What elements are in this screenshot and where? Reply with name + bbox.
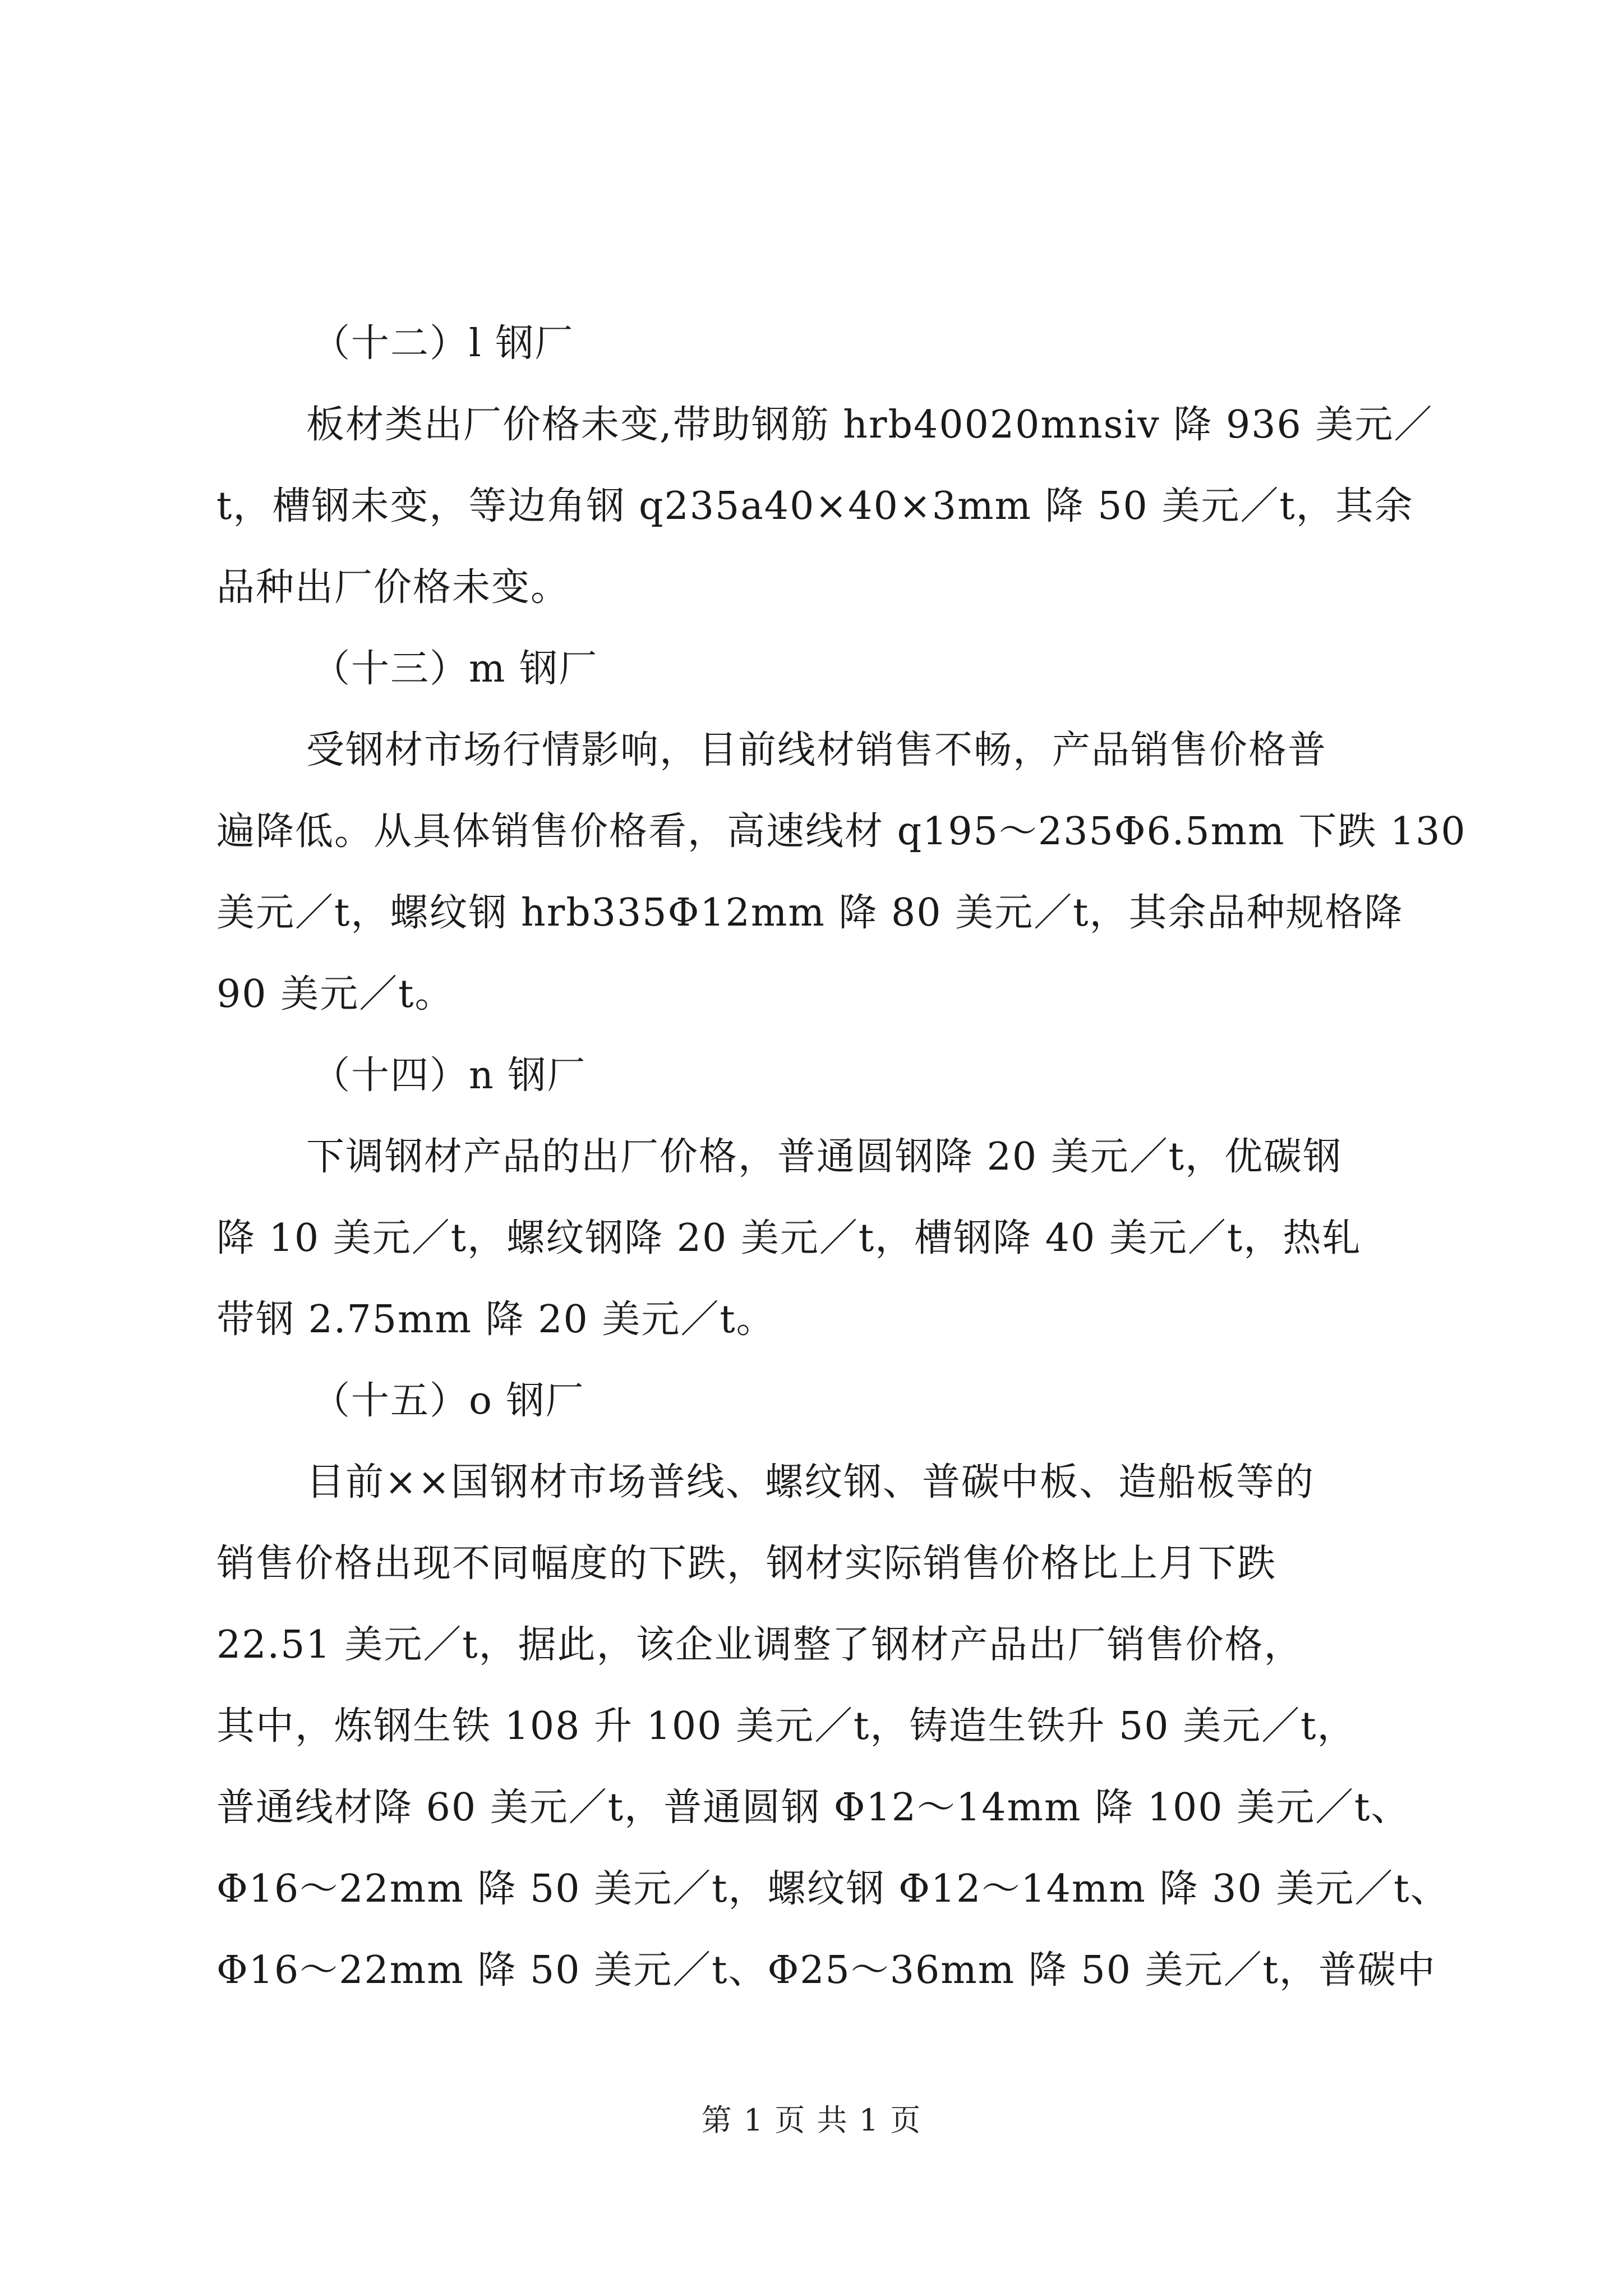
paragraph-line: 其中，炼钢生铁 108 升 100 美元／t，铸造生铁升 50 美元／t，: [216, 1704, 1357, 1749]
paragraph-line: 降 10 美元／t，螺纹钢降 20 美元／t，槽钢降 40 美元／t，热轧: [216, 1216, 1362, 1260]
paragraph-line: 销售价格出现不同幅度的下跌，钢材实际销售价格比上月下跌: [216, 1542, 1277, 1586]
section-heading-12: （十二）l 钢厂: [312, 321, 574, 366]
paragraph-line: 美元／t，螺纹钢 hrb335Φ12mm 降 80 美元／t，其余品种规格降: [216, 891, 1404, 935]
section-paragraph-13: [216, 710, 1467, 1035]
paragraph-line: 品种出厂价格未变。: [216, 565, 570, 610]
paragraph-line: 22.51 美元／t，据此，该企业调整了钢材产品出厂销售价格，: [216, 1623, 1303, 1667]
paragraph-line: Φ16～22mm 降 50 美元／t、Φ25～36mm 降 50 美元／t，普碳中: [216, 1948, 1436, 1993]
paragraph-line: 普通线材降 60 美元／t，普通圆钢 Φ12～14mm 降 100 美元／t、: [216, 1786, 1410, 1830]
paragraph-line: 带钢 2.75mm 降 20 美元／t。: [216, 1297, 776, 1342]
section-paragraph-15: [216, 1442, 1450, 2011]
section-heading-15: （十五）o 钢厂: [312, 1379, 585, 1423]
section-paragraph-14: [216, 1116, 1411, 1360]
paragraph-line: t，槽钢未变，等边角钢 q235a40×40×3mm 降 50 美元／t，其余: [216, 484, 1414, 528]
section-heading-13: （十三）m 钢厂: [312, 647, 598, 691]
paragraph-line: 90 美元／t。: [216, 972, 454, 1016]
paragraph-line: Φ16～22mm 降 50 美元／t，螺纹钢 Φ12～14mm 降 30 美元／t、: [216, 1867, 1450, 1911]
paragraph-line: 板材类出厂价格未变,带助钢筋 hrb40020mnsiv 降 936 美元／: [306, 403, 1433, 447]
page-footer: 第 1 页 共 1 页: [701, 2102, 922, 2138]
section-heading-14: （十四）n 钢厂: [312, 1053, 587, 1098]
paragraph-line: 受钢材市场行情影响，目前线材销售不畅，产品销售价格普: [306, 728, 1327, 772]
paragraph-line: 下调钢材产品的出厂价格，普通圆钢降 20 美元／t，优碳钢: [306, 1135, 1343, 1179]
document-body: [216, 303, 1467, 2011]
paragraph-line: 遍降低。从具体销售价格看，高速线材 q195～235Φ6.5mm 下跌 130: [216, 809, 1467, 854]
paragraph-line: 目前××国钢材市场普线、螺纹钢、普碳中板、造船板等的: [306, 1460, 1315, 1504]
section-paragraph-12: [216, 384, 1433, 628]
